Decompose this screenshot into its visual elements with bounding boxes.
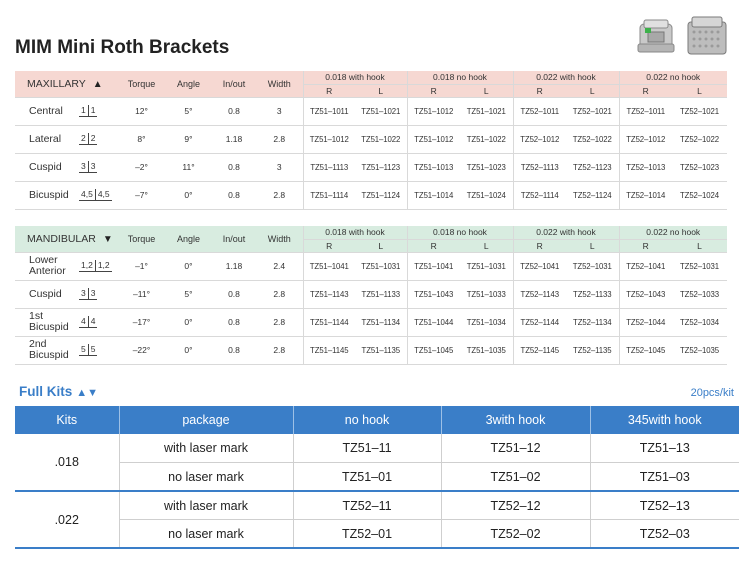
width-value: 3 <box>256 153 303 181</box>
tooth-name: Cuspid <box>29 287 62 300</box>
inout-value: 0.8 <box>212 280 256 308</box>
product-code: TZ52–1012 <box>513 125 566 153</box>
tooth-number <box>79 133 97 145</box>
product-code: TZ51–1012 <box>407 97 460 125</box>
product-code: TZ51–1012 <box>303 125 355 153</box>
group-header: 0.022 with hook <box>513 71 619 84</box>
product-code: TZ52–1035 <box>672 336 727 364</box>
torque-header: Torque <box>118 71 165 97</box>
bracket-image-textured <box>682 12 732 62</box>
full-kits-title: Full Kits ▲▼ <box>19 384 99 399</box>
angle-value: 0° <box>165 336 212 364</box>
product-code: TZ52–1041 <box>513 252 566 280</box>
inout-header: In/out <box>212 71 256 97</box>
r-header: R <box>619 84 672 97</box>
product-code: TZ51–1145 <box>303 336 355 364</box>
product-code: TZ52–1012 <box>619 125 672 153</box>
tooth-name: Cuspid <box>29 160 62 173</box>
product-code: TZ52–1124 <box>566 181 619 209</box>
torque-value: –22° <box>118 336 165 364</box>
width-value: 2.8 <box>256 308 303 336</box>
group-header: 0.022 no hook <box>619 71 727 84</box>
product-code: TZ51–1014 <box>407 181 460 209</box>
tooth-number-right: 5 <box>90 344 96 354</box>
product-code: TZ52–1031 <box>566 252 619 280</box>
tooth-number-left: 4,5 <box>79 189 96 201</box>
kits-column-header: Kits <box>15 406 119 434</box>
product-code: TZ52–1011 <box>619 97 672 125</box>
torque-value: –1° <box>118 252 165 280</box>
product-code: TZ52–1134 <box>566 308 619 336</box>
product-code: TZ52–1011 <box>513 97 566 125</box>
hook345-column-header: 345with hook <box>590 406 739 434</box>
l-header: L <box>566 84 619 97</box>
product-code: TZ51–1041 <box>407 252 460 280</box>
table-row <box>15 125 727 153</box>
r-header: R <box>513 84 566 97</box>
kit-code: TZ52–11 <box>293 491 441 520</box>
kit-code: TZ51–02 <box>441 463 590 492</box>
inout-value: 0.8 <box>212 153 256 181</box>
product-code: TZ51–1143 <box>303 280 355 308</box>
torque-value: –7° <box>118 181 165 209</box>
r-header: R <box>513 239 566 252</box>
table-row <box>15 280 727 308</box>
tooth-number-left: 3 <box>79 288 89 300</box>
width-value: 3 <box>256 97 303 125</box>
product-code: TZ52–1031 <box>672 252 727 280</box>
product-code: TZ52–1143 <box>513 280 566 308</box>
width-value: 2.8 <box>256 181 303 209</box>
product-code: TZ51–1043 <box>407 280 460 308</box>
width-value: 2.8 <box>256 125 303 153</box>
product-code: TZ52–1021 <box>566 97 619 125</box>
torque-value: –2° <box>118 153 165 181</box>
kit-code: TZ52–01 <box>293 520 441 549</box>
r-header: R <box>407 239 460 252</box>
table-row <box>15 336 727 364</box>
tooth-number <box>79 260 112 272</box>
l-header: L <box>460 84 513 97</box>
tooth-name: Central <box>29 104 63 117</box>
tooth-number-right: 2 <box>90 133 96 143</box>
product-code: TZ51–1045 <box>407 336 460 364</box>
tooth-number-right: 4,5 <box>97 189 110 199</box>
product-code: TZ52–1044 <box>619 308 672 336</box>
tooth-number-right: 3 <box>90 288 96 298</box>
inout-value: 0.8 <box>212 308 256 336</box>
tooth-number-right: 1,2 <box>97 260 110 270</box>
product-code: TZ51–1124 <box>355 181 407 209</box>
tooth-number <box>79 189 112 201</box>
page-title: MIM Mini Roth Brackets <box>15 37 230 58</box>
product-code: TZ51–1114 <box>303 181 355 209</box>
tooth-number-left: 5 <box>79 344 89 356</box>
product-code: TZ52–1021 <box>672 97 727 125</box>
package-cell: no laser mark <box>119 463 293 492</box>
product-code: TZ51–1031 <box>355 252 407 280</box>
angle-value: 5° <box>165 97 212 125</box>
angle-value: 0° <box>165 252 212 280</box>
torque-value: 8° <box>118 125 165 153</box>
product-code: TZ52–1041 <box>619 252 672 280</box>
package-cell: no laser mark <box>119 520 293 549</box>
product-code: TZ51–1133 <box>355 280 407 308</box>
tooth-number <box>79 161 97 173</box>
width-header: Width <box>256 226 303 252</box>
down-arrow-icon: ▼ <box>102 233 113 245</box>
product-code: TZ52–1133 <box>566 280 619 308</box>
product-code: TZ52–1144 <box>513 308 566 336</box>
tooth-name: Lower Anterior <box>29 254 66 277</box>
product-code: TZ51–1022 <box>460 125 513 153</box>
torque-value: –11° <box>118 280 165 308</box>
product-code: TZ51–1024 <box>460 181 513 209</box>
kit-code: TZ52–12 <box>441 491 590 520</box>
maxillary-label: MAXILLARY ▲ <box>15 71 118 97</box>
hook3-column-header: 3with hook <box>441 406 590 434</box>
l-header: L <box>355 239 407 252</box>
kit-size: .018 <box>15 434 119 491</box>
l-header: L <box>672 84 727 97</box>
tooth-number-right: 4 <box>90 316 96 326</box>
width-value: 2.4 <box>256 252 303 280</box>
angle-value: 0° <box>165 308 212 336</box>
product-code: TZ52–1113 <box>513 153 566 181</box>
product-code: TZ51–1144 <box>303 308 355 336</box>
group-header: 0.018 no hook <box>407 226 513 239</box>
product-code: TZ52–1045 <box>619 336 672 364</box>
product-code: TZ51–1021 <box>460 97 513 125</box>
inout-value: 1.18 <box>212 125 256 153</box>
full-kits-table <box>15 406 739 549</box>
tooth-number-right: 1 <box>90 105 96 115</box>
kit-code: TZ52–02 <box>441 520 590 549</box>
tooth-name: Lateral <box>29 132 62 145</box>
kit-quantity-note: 20pcs/kit <box>690 387 734 399</box>
product-code: TZ52–1034 <box>672 308 727 336</box>
product-code: TZ51–1013 <box>407 153 460 181</box>
angle-header: Angle <box>165 226 212 252</box>
tooth-name: Bicuspid <box>29 188 69 201</box>
product-code: TZ52–1114 <box>513 181 566 209</box>
group-header: 0.018 no hook <box>407 71 513 84</box>
kit-code: TZ52–03 <box>590 520 739 549</box>
inout-value: 1.18 <box>212 252 256 280</box>
tooth-name: 1st Bicuspid <box>29 310 69 333</box>
tooth-number-left: 1,2 <box>79 260 96 272</box>
l-header: L <box>460 239 513 252</box>
angle-header: Angle <box>165 71 212 97</box>
l-header: L <box>566 239 619 252</box>
table-row <box>15 97 727 125</box>
mandibular-table <box>15 226 727 365</box>
product-code: TZ51–1031 <box>460 252 513 280</box>
bracket-image <box>634 14 678 58</box>
table-row <box>15 181 727 209</box>
product-code: TZ51–1113 <box>303 153 355 181</box>
product-code: TZ51–1135 <box>355 336 407 364</box>
width-header: Width <box>256 71 303 97</box>
product-code: TZ51–1023 <box>460 153 513 181</box>
product-code: TZ51–1134 <box>355 308 407 336</box>
product-code: TZ51–1022 <box>355 125 407 153</box>
angle-value: 0° <box>165 181 212 209</box>
r-header: R <box>303 84 355 97</box>
inout-header: In/out <box>212 226 256 252</box>
tooth-number <box>79 105 97 117</box>
width-value: 2.8 <box>256 336 303 364</box>
group-header: 0.018 with hook <box>303 71 407 84</box>
group-header: 0.022 no hook <box>619 226 727 239</box>
inout-value: 0.8 <box>212 181 256 209</box>
kit-code: TZ51–13 <box>590 434 739 463</box>
table-row <box>15 308 727 336</box>
group-header: 0.022 with hook <box>513 226 619 239</box>
product-code: TZ52–1145 <box>513 336 566 364</box>
product-code: TZ52–1022 <box>672 125 727 153</box>
kit-code: TZ51–01 <box>293 463 441 492</box>
package-column-header: package <box>119 406 293 434</box>
angle-value: 9° <box>165 125 212 153</box>
kit-code: TZ51–12 <box>441 434 590 463</box>
product-code: TZ52–1022 <box>566 125 619 153</box>
product-code: TZ52–1024 <box>672 181 727 209</box>
product-code: TZ52–1013 <box>619 153 672 181</box>
product-code: TZ51–1034 <box>460 308 513 336</box>
no-hook-column-header: no hook <box>293 406 441 434</box>
product-code: TZ52–1135 <box>566 336 619 364</box>
kit-code: TZ51–11 <box>293 434 441 463</box>
package-cell: with laser mark <box>119 491 293 520</box>
tooth-number-left: 4 <box>79 316 89 328</box>
tooth-number <box>79 316 97 328</box>
width-value: 2.8 <box>256 280 303 308</box>
up-arrow-icon: ▲ <box>92 78 103 90</box>
package-cell: with laser mark <box>119 434 293 463</box>
r-header: R <box>303 239 355 252</box>
product-code: TZ52–1014 <box>619 181 672 209</box>
tooth-number-left: 3 <box>79 161 89 173</box>
r-header: R <box>407 84 460 97</box>
r-header: R <box>619 239 672 252</box>
tooth-number-right: 3 <box>90 161 96 171</box>
maxillary-table <box>15 71 727 210</box>
l-header: L <box>672 239 727 252</box>
angle-value: 5° <box>165 280 212 308</box>
product-code: TZ51–1011 <box>303 97 355 125</box>
angle-value: 11° <box>165 153 212 181</box>
mandibular-label: MANDIBULAR ▼ <box>15 226 118 252</box>
group-header: 0.018 with hook <box>303 226 407 239</box>
torque-value: 12° <box>118 97 165 125</box>
product-code: TZ51–1041 <box>303 252 355 280</box>
product-code: TZ51–1044 <box>407 308 460 336</box>
tooth-name: 2nd Bicuspid <box>29 338 69 361</box>
up-down-arrows-icon: ▲▼ <box>76 387 99 399</box>
tooth-number <box>79 344 97 356</box>
product-code: TZ52–1023 <box>672 153 727 181</box>
product-code: TZ52–1033 <box>672 280 727 308</box>
product-code: TZ51–1035 <box>460 336 513 364</box>
table-row <box>15 153 727 181</box>
product-code: TZ51–1021 <box>355 97 407 125</box>
torque-value: –17° <box>118 308 165 336</box>
product-code: TZ51–1123 <box>355 153 407 181</box>
tooth-number-left: 1 <box>79 105 89 117</box>
inout-value: 0.8 <box>212 336 256 364</box>
torque-header: Torque <box>118 226 165 252</box>
product-code: TZ52–1043 <box>619 280 672 308</box>
product-code: TZ51–1012 <box>407 125 460 153</box>
l-header: L <box>355 84 407 97</box>
inout-value: 0.8 <box>212 97 256 125</box>
table-row <box>15 252 727 280</box>
kit-code: TZ52–13 <box>590 491 739 520</box>
product-code: TZ52–1123 <box>566 153 619 181</box>
product-code: TZ51–1033 <box>460 280 513 308</box>
kit-size: .022 <box>15 491 119 548</box>
tooth-number-left: 2 <box>79 133 89 145</box>
tooth-number <box>79 288 97 300</box>
kit-code: TZ51–03 <box>590 463 739 492</box>
